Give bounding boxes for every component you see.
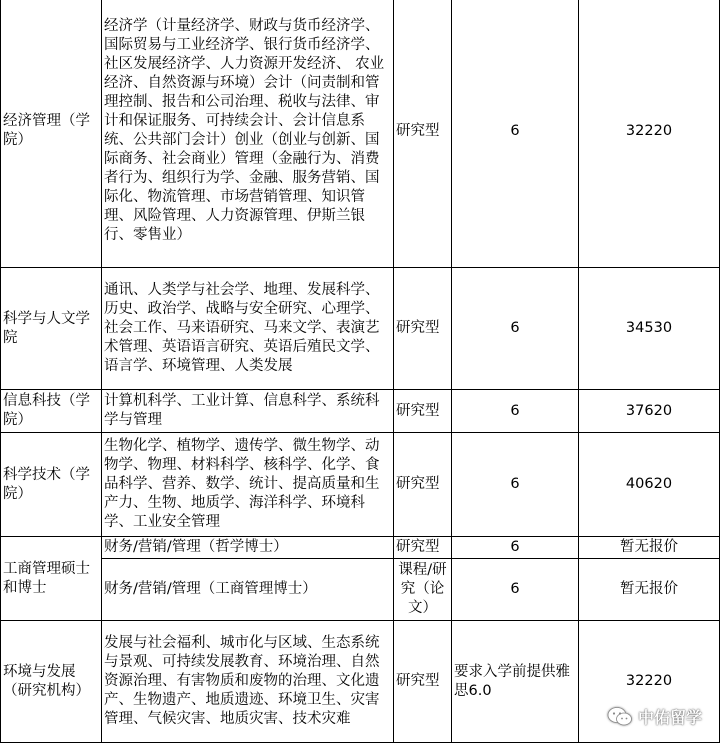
faculty-cell: 科学技术（学院）	[1, 433, 102, 537]
faculty-cell: 经济管理（学院）	[1, 0, 102, 268]
fee-cell: 暂无报价	[579, 559, 720, 621]
type-cell: 研究型	[394, 621, 452, 743]
watermark-text: 中佑留学	[637, 708, 702, 727]
duration-cell: 6	[452, 559, 579, 621]
duration-cell: 6	[452, 433, 579, 537]
table-row	[1, 559, 720, 621]
duration-cell: 6	[452, 0, 579, 268]
fee-cell: 暂无报价	[579, 537, 720, 559]
duration-cell: 6	[452, 537, 579, 559]
type-cell: 课程/研究（论文）	[394, 559, 452, 621]
type-cell: 研究型	[394, 537, 452, 559]
programs-cell: 财务/营销/管理（哲学博士）	[102, 537, 394, 559]
type-cell: 研究型	[394, 268, 452, 390]
programs-cell: 生物化学、植物学、遗传学、微生物学、动物学、物理、材料科学、核科学、化学、食品科学、营养、数学、统计、提高质量和生产力、生物、地质学、海洋科学、环境科学、工业安全管理	[102, 433, 394, 537]
programs-cell: 发展与社会福利、城市化与区域、生态系统与景观、可持续发展教育、环境治理、自然资源治理、有害物质和废物的治理、文化遗产、生物遗产、地质遗迹、环境卫生、灾害管理、气候灾害、地质灾害、技术灾难	[102, 621, 394, 743]
type-cell: 研究型	[394, 433, 452, 537]
programs-cell: 经济学（计量经济学、财政与货币经济学、国际贸易与工业经济学、银行货币经济学、社区发展经济学、人力资源开发经济、 农业经济、自然资源与环境）会计（问责制和管理控制、报告和公司治理、税收与法律、审计和保证服务、可持续会计、会计信息系统、公共部门会计）创业（创业与创新、国际商务、社会商业）管理（金融行为、消费者行为、组织行为学、金融、服务营销、国际化、物流管理、市场营销管理、知识管理、风险管理、人力资源管理、伊斯兰银行、零售业）	[102, 0, 394, 268]
table-row	[1, 0, 720, 268]
fee-cell: 32220	[579, 621, 720, 743]
wechat-icon	[607, 706, 633, 728]
faculty-cell: 信息科技（学院）	[1, 390, 102, 433]
table-row	[1, 433, 720, 537]
fee-cell: 32220	[579, 0, 720, 268]
fee-cell: 37620	[579, 390, 720, 433]
type-cell: 研究型	[394, 0, 452, 268]
watermark	[607, 705, 702, 728]
duration-cell: 要求入学前提供雅思6.0	[452, 621, 579, 743]
programs-cell: 财务/营销/管理（工商管理博士）	[102, 559, 394, 621]
fee-cell: 34530	[579, 268, 720, 390]
fee-cell: 40620	[579, 433, 720, 537]
table-row	[1, 268, 720, 390]
faculty-cell: 环境与发展（研究机构）	[1, 621, 102, 743]
type-cell: 研究型	[394, 390, 452, 433]
faculty-cell: 工商管理硕士和博士	[1, 537, 102, 621]
duration-cell: 6	[452, 390, 579, 433]
table-row	[1, 537, 720, 559]
table-row	[1, 390, 720, 433]
faculty-cell: 科学与人文学院	[1, 268, 102, 390]
programs-cell: 计算机科学、工业计算、信息科学、系统科学与管理	[102, 390, 394, 433]
programs-cell: 通讯、人类学与社会学、地理、发展科学、历史、政治学、战略与安全研究、心理学、社会工作、马来语研究、马来文学、表演艺术管理、英语语言研究、英语后殖民文学、语言学、环境管理、人类发展	[102, 268, 394, 390]
duration-cell: 6	[452, 268, 579, 390]
